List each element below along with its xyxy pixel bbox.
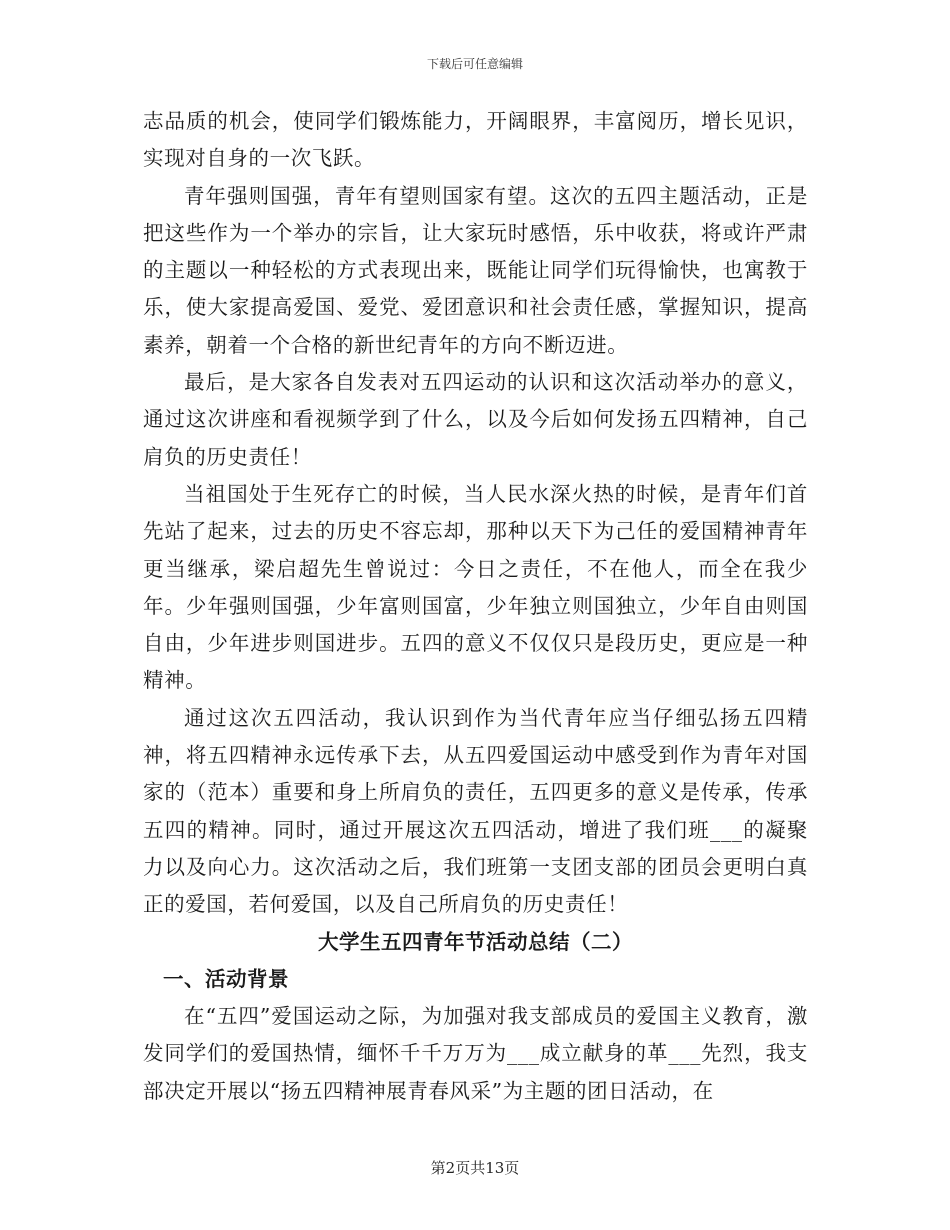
paragraph: 最后，是大家各自发表对五四运动的认识和这次活动举办的意义，通过这次讲座和看视频学到了什么，以及今后如何发扬五四精神，自己肩负的历史责任！ <box>143 370 808 469</box>
document-body <box>143 103 808 1110</box>
header-note: 下载后可任意编辑 <box>426 57 523 71</box>
section-title: 大学生五四青年节活动总结（二） <box>318 929 633 954</box>
paragraph: 志品质的机会，使同学们锻炼能力，开阔眼界，丰富阅历，增长见识，实现对自身的一次飞跃。 <box>143 109 808 171</box>
paragraph: 通过这次五四活动，我认识到作为当代青年应当仔细弘扬五四精神，将五四精神永远传承下去，从五四爱国运动中感受到作为青年对国家的（范本）重要和身上所肩负的责任，五四更多的意义是传承，传承五四的精神。同时，通过开展这次五四活动，增进了我们班___的凝聚力以及向心力。这次活动之后，我们班第一支团支部的团员会更明白真正的爱国，若何爱国，以及自己所肩负的历史责任！ <box>143 705 808 917</box>
paragraph: 青年强则国强，青年有望则国家有望。这次的五四主题活动，正是把这些作为一个举办的宗旨，让大家玩时感悟，乐中收获，将或许严肃的主题以一种轻松的方式表现出来，既能让同学们玩得愉快，也寓教于乐，使大家提高爱国、爱党、爱团意识和社会责任感，掌握知识，提高素养，朝着一个合格的新世纪青年的方向不断迈进。 <box>143 183 808 357</box>
paragraph: 当祖国处于生死存亡的时候，当人民水深火热的时候，是青年们首先站了起来，过去的历史不容忘却，那种以天下为己任的爱国精神青年更当继承，梁启超先生曾说过：今日之责任，不在他人，而全在我少年。少年强则国强，少年富则国富，少年独立则国独立，少年自由则国自由，少年进步则国进步。五四的意义不仅仅只是段历史，更应是一种精神。 <box>143 481 808 693</box>
sub-heading: 一、活动背景 <box>163 966 289 991</box>
paragraph: 在“五四”爱国运动之际，为加强对我支部成员的爱国主义教育，激发同学们的爱国热情，缅怀千千万万为___成立献身的革___先烈，我支部决定开展以“扬五四精神展青春风采”为主题的团日活动，在 <box>143 1004 808 1103</box>
page-number-footer: 第2页共13页 <box>430 1159 520 1177</box>
